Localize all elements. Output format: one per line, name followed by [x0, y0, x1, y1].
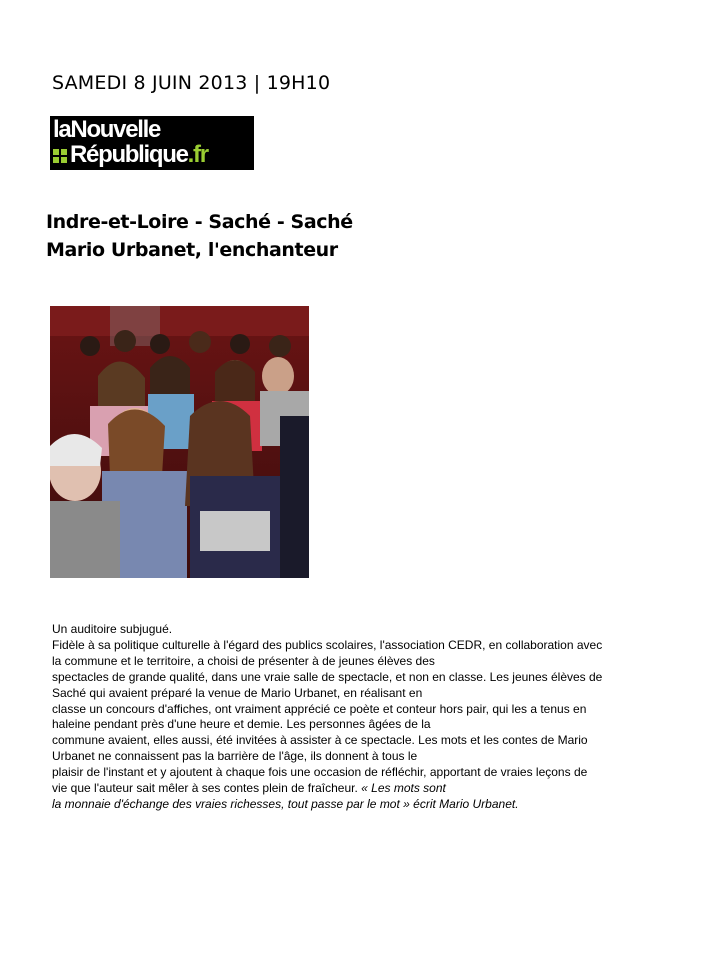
article-line: classe un concours d'affiches, ont vraiment apprécié ce poète et conteur hors pair, qui les a tenus en	[52, 701, 587, 716]
newspaper-logo	[50, 116, 254, 170]
article-line: spectacles de grande qualité, dans une vraie salle de spectacle, et non en classe. Les jeunes élèves de	[52, 669, 603, 684]
article-quote: la monnaie d'échange des vraies richesses, tout passe par le mot » écrit Mario Urbanet.	[52, 796, 519, 811]
logo-squares-icon	[53, 149, 67, 163]
article-line: Urbanet ne connaissent pas la barrière de l'âge, ils donnent à tous le	[52, 749, 418, 764]
logo-text-line2	[70, 142, 208, 168]
article-line: plaisir de l'instant et y ajoutent à chaque fois une occasion de réfléchir, apportant de vraies leçons de	[52, 765, 588, 780]
article-headline	[46, 208, 353, 264]
logo-text-line1: laNouvelle	[53, 116, 161, 143]
article-line	[52, 781, 672, 797]
article-quote: « Les mots sont	[361, 781, 446, 796]
article-line: Saché qui avaient préparé la venue de Mario Urbanet, en réalisant en	[52, 685, 423, 700]
audience-photo-illustration	[50, 306, 309, 578]
article-dateline: SAMEDI 8 JUIN 2013 | 19H10	[52, 72, 331, 94]
article-line: la commune et le territoire, a choisi de présenter à de jeunes élèves des	[52, 653, 435, 668]
logo-text-suffix: .fr	[187, 141, 208, 168]
article-line: haleine pendant près d'une heure et demie. Les personnes âgées de la	[52, 717, 431, 732]
logo-text-main: République	[70, 141, 188, 168]
article-line: Fidèle à sa politique culturelle à l'égard des publics scolaires, l'association CEDR, en collaboration avec	[52, 637, 603, 652]
photo-caption: Un auditoire subjugué.	[52, 622, 173, 636]
article-photo	[50, 306, 309, 578]
headline-title: Mario Urbanet, l'enchanteur	[46, 239, 338, 261]
article-line: commune avaient, elles aussi, été invitées à assister à ce spectacle. Les mots et les contes de Mario	[52, 733, 588, 748]
article-body	[52, 622, 672, 813]
article-line-text: vie que l'auteur sait mêler à ses contes plein de fraîcheur.	[52, 781, 362, 796]
headline-location: Indre-et-Loire - Saché - Saché	[46, 211, 353, 233]
